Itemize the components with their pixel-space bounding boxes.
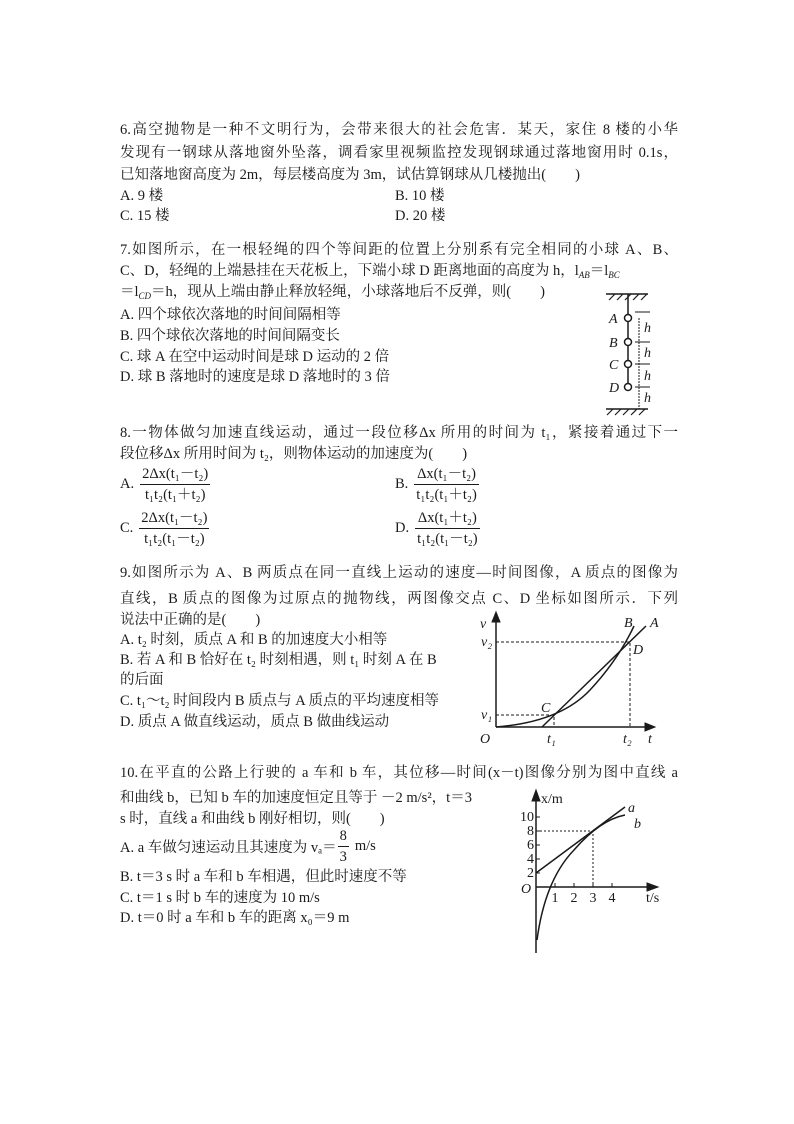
x-axis-label: t/s [646,891,660,906]
ytick-6: 6 [527,838,534,853]
q7-option-c: C. 球 A 在空中运动时间是球 D 运动的 2 倍 [120,349,390,365]
numerator: 2Δx(t₁－t₂) [140,464,210,485]
numerator: Δx(t₁＋t₂) [415,508,480,529]
q7-text: ＝h，现从上端由静止释放轻绳，小球落地后不反弹，则( ) [151,284,545,300]
q7-line: 7.如图所示，在一根轻绳的四个等间距的位置上分别系有完全相同的小球 A、B、 [120,242,678,258]
ytick-4: 4 [527,852,534,867]
v1-label: v₁ [481,708,493,723]
label-d: D [609,381,620,396]
origin-label: O [480,732,491,747]
denominator: t₁t₂(t₁－t₂) [144,531,205,547]
q7-option-d: D. 球 B 落地时的速度是球 D 落地时的 3 倍 [120,369,390,385]
q9-option-d: D. 质点 A 做直线运动，质点 B 做曲线运动 [120,714,390,730]
q8-line: 段位移Δx 所用时间为 t₂，则物体运动的加速度为( ) [120,446,468,462]
d-label: D [633,643,644,658]
t-arrow [647,883,658,891]
xtick-2: 2 [570,891,578,906]
ytick-10: 10 [520,810,534,825]
subscript: CD [138,291,152,301]
denominator: t₁t₂(t₁＋t₂) [416,487,477,503]
q9-option-a: A. t₂ 时刻，质点 A 和 B 的加速度大小相等 [120,632,388,648]
option-label: B. [395,476,409,492]
q7-option-b: B. 四个球依次落地的时间间隔变长 [120,328,340,344]
q6-line: 发现有一钢球从落地窗外坠落，调看家里视频监控发现钢球通过落地窗用时 0.1s， [120,145,678,161]
q7-text: ＝l [589,263,609,279]
y-arrow [532,790,540,801]
label-h: h [644,346,651,361]
q9-line: 9.如图所示为 A、B 两质点在同一直线上运动的速度—时间图像，A 质点的图像为 [120,565,678,581]
denominator: t₁t₂(t₁＋t₂) [144,487,206,503]
q9-option-c: C. t₁～t₂ 时间段内 B 质点与 A 质点的平均速度相等 [120,693,440,709]
q10-option-c: C. t＝1 s 时 b 车的速度为 10 m/s [120,890,320,906]
q10-line: s 时，直线 a 和曲线 b 刚好相切，则( ) [120,811,385,827]
subscript: BC [608,270,620,280]
numerator: Δx(t₁－t₂) [414,464,479,485]
numerator: 8 [338,826,349,847]
label-c: C [609,358,619,373]
q10-option-d: D. t＝0 时 a 车和 b 车的距离 x₀＝9 m [120,910,350,926]
numerator: 2Δx(t₁－t₂) [139,508,209,529]
label-a: A [609,312,618,327]
option-label: A. [120,476,135,492]
label-h: h [644,369,651,384]
q7-option-a: A. 四个球依次落地的时间间隔相等 [120,307,341,323]
curve-b-label: b [634,817,641,832]
q6-option-d: D. 20 楼 [395,208,446,224]
c-label: C [541,701,551,716]
xtick-4: 4 [608,891,616,906]
q7-text: ＝l [120,284,139,300]
q10-line: 10.在平直的公路上行驶的 a 车和 b 车，其位移—时间(x－t)图像分别为图中直线 a [120,765,678,781]
t-label: t [648,732,652,747]
xtick-3: 3 [589,891,597,906]
q9-line: 说法中正确的是( ) [120,612,261,628]
v-label: v [480,617,487,632]
a-label: A [650,616,659,631]
q6-option-b: B. 10 楼 [395,188,445,204]
denominator: 3 [339,849,347,865]
option-label: C. [120,520,134,536]
q10-line: 和曲线 b，已知 b 车的加速度恒定且等于 －2 m/s²，t＝3 [120,790,472,806]
line-a [536,807,625,873]
q6-line: 6.高空抛物是一种不文明行为，会带来很大的社会危害．某天，家住 8 楼的小华 [120,122,678,138]
q7-text: C、D，轻绳的上端悬挂在天花板上，下端小球 D 距离地面的高度为 h，l [120,263,579,279]
label-h: h [644,321,651,336]
xtick-1: 1 [551,891,559,906]
q6-line: 已知落地窗高度为 2m，每层楼高度为 3m，试估算钢球从几楼抛出( ) [120,167,580,183]
curve-a-label: a [628,801,635,816]
b-label: B [624,616,633,631]
ytick-8: 8 [527,824,534,839]
q9-option-b: B. 若 A 和 B 恰好在 t₂ 时刻相遇，则 t₁ 时刻 A 在 B [120,652,437,668]
option-text: A. a 车做匀速运动且其速度为 vₐ＝ [120,840,337,856]
q9-option-b-cont: 的后面 [120,672,164,688]
denominator: t₁t₂(t₁－t₂) [417,531,478,547]
t1-label: t₁ [547,732,556,747]
y-axis-label: x/m [541,792,563,807]
ytick-2: 2 [527,866,534,881]
q8-line: 8.一物体做匀加速直线运动，通过一段位移Δx 所用的时间为 t₁，紧接着通过下一 [120,425,678,441]
unit: m/s [354,838,376,854]
q6-option-c: C. 15 楼 [120,208,170,224]
subscript: AB [578,270,590,280]
v2-label: v₂ [481,635,493,650]
q9-line: 直线，B 质点的图像为过原点的抛物线，两图像交点 C、D 坐标如图所示．下列 [120,591,678,607]
curve-b [537,815,625,940]
label-h: h [644,391,651,406]
origin-label: O [521,882,532,897]
label-b: B [609,336,618,351]
q6-option-a: A. 9 楼 [120,188,164,204]
q10-option-b: B. t＝3 s 时 a 车和 b 车相遇，但此时速度不等 [120,869,407,885]
t2-label: t₂ [623,732,632,747]
option-label: D. [395,520,410,536]
